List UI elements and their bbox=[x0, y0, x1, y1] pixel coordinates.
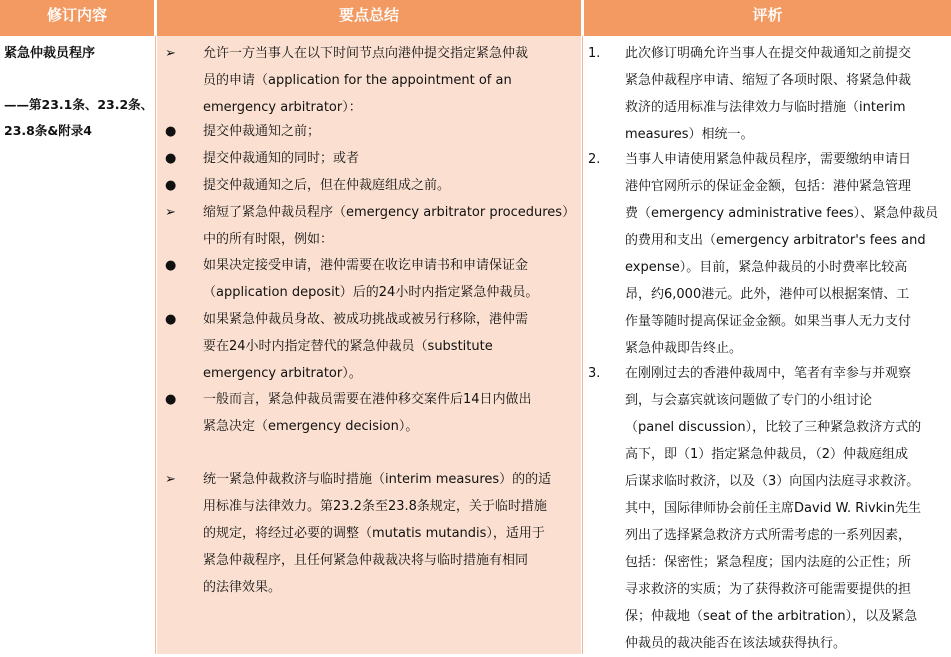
arrow-bullet-icon: ➢ bbox=[165, 472, 176, 487]
header-summary: 要点总结 bbox=[157, 0, 581, 36]
column-divider bbox=[582, 36, 583, 654]
bullet-icon: ● bbox=[165, 124, 177, 139]
text-line: 一般而言，紧急仲裁员需要在港仲移交案件后14日内做出 bbox=[203, 392, 532, 407]
text-line: measures）相统一。 bbox=[625, 127, 754, 142]
revision-title: 紧急仲裁员程序 bbox=[4, 46, 96, 61]
item-text bbox=[203, 386, 577, 440]
text-line: 中的所有时限，例如： bbox=[203, 232, 334, 247]
bullet-icon: ● bbox=[165, 151, 177, 166]
text-line: 的法律效果。 bbox=[203, 580, 282, 595]
text-line: 的费用和支出（emergency arbitrator's fees and bbox=[625, 233, 926, 248]
text-line: 高下，即（1）指定紧急仲裁员，（2）仲裁庭组成 bbox=[625, 447, 909, 462]
text-line: 如果决定接受申请，港仲需要在收讫申请书和申请保证金 bbox=[203, 258, 529, 273]
text-line: emergency arbitrator）。 bbox=[203, 366, 362, 381]
bullet-icon: ● bbox=[165, 312, 177, 327]
text-line: 用标准与法律效力。第23.2条至23.8条规定，关于临时措施 bbox=[203, 499, 547, 514]
item-text bbox=[203, 252, 577, 306]
text-line: 港仲官网所示的保证金金额，包括：港仲紧急管理 bbox=[625, 179, 912, 194]
text-line: 列出了选择紧急救济方式所需考虑的一系列因素， bbox=[625, 528, 912, 543]
item-text bbox=[203, 172, 577, 199]
text-line: 寻求救济的实质；为了获得救济可能需要提供的担 bbox=[625, 582, 912, 597]
text-line: 如果紧急仲裁员身故、被成功挑战或被另行移除，港仲需 bbox=[203, 312, 529, 327]
text-line: emergency arbitrator）： bbox=[203, 100, 362, 115]
bullet-icon: ● bbox=[165, 178, 177, 193]
text-line: 提交仲裁通知之前； bbox=[203, 124, 321, 139]
text-line: 员的申请（application for the appointment of an bbox=[203, 73, 512, 88]
revision-cell bbox=[0, 36, 154, 654]
text-line: 紧急仲裁程序申请、缩短了各项时限、将紧急仲裁 bbox=[625, 73, 912, 88]
text-line: 统一紧急仲裁救济与临时措施（interim measures）的的适 bbox=[203, 472, 552, 487]
arrow-bullet-icon: ➢ bbox=[165, 46, 176, 61]
text-line: 允许一方当事人在以下时间节点向港仲提交指定紧急仲裁 bbox=[203, 46, 529, 61]
column-divider bbox=[155, 36, 156, 654]
text-line: 包括：保密性；紧急程度；国内法庭的公正性；所 bbox=[625, 555, 912, 570]
text-line: expense）。目前，紧急仲裁员的小时费率比较高 bbox=[625, 260, 908, 275]
text-line: 提交仲裁通知的同时；或者 bbox=[203, 151, 360, 166]
item-text bbox=[625, 40, 950, 148]
revision-refs bbox=[4, 92, 154, 144]
text-line: 紧急仲裁程序，且任何紧急仲裁裁决将与临时措施有相同 bbox=[203, 553, 529, 568]
header-revision: 修订内容 bbox=[0, 0, 154, 36]
text-line: 在刚刚过去的香港仲裁周中，笔者有幸参与并观察 bbox=[625, 366, 912, 381]
text-line: 救济的适用标准与法律效力与临时措施（interim bbox=[625, 100, 906, 115]
header-commentary: 评析 bbox=[584, 0, 951, 36]
bullet-icon: ● bbox=[165, 392, 177, 407]
text-line: （panel discussion），比较了三种紧急救济方式的 bbox=[625, 420, 922, 435]
arrow-bullet-icon: ➢ bbox=[165, 205, 176, 220]
bullet-icon: ● bbox=[165, 258, 177, 273]
text-line: 保；仲裁地（seat of the arbitration），以及紧急 bbox=[625, 609, 918, 624]
item-text bbox=[203, 466, 577, 601]
text-line: 其中，国际律师协会前任主席David W. Rivkin先生 bbox=[625, 501, 922, 516]
item-text bbox=[203, 40, 577, 121]
text-line: 当事人申请使用紧急仲裁员程序，需要缴纳申请日 bbox=[625, 152, 912, 167]
item-text bbox=[203, 145, 577, 172]
item-text bbox=[625, 360, 950, 657]
item-text bbox=[203, 199, 577, 253]
list-number: 2. bbox=[588, 152, 601, 167]
text-line: 的规定，将经过必要的调整（mutatis mutandis），适用于 bbox=[203, 526, 545, 541]
list-number: 1. bbox=[588, 46, 601, 61]
text-line: 紧急决定（emergency decision）。 bbox=[203, 419, 419, 434]
text-line: 此次修订明确允许当事人在提交仲裁通知之前提交 bbox=[625, 46, 912, 61]
item-text bbox=[203, 118, 577, 145]
text-line: 要在24小时内指定替代的紧急仲裁员（substitute bbox=[203, 339, 493, 354]
text-line: 作量等随时提高保证金金额。如果当事人无力支付 bbox=[625, 314, 912, 329]
text-line: （application deposit）后的24小时内指定紧急仲裁员。 bbox=[203, 285, 539, 300]
text-line: 紧急仲裁即告终止。 bbox=[625, 341, 743, 356]
text-line: 后谋求临时救济，以及（3）向国内法庭寻求救济。 bbox=[625, 474, 920, 489]
list-number: 3. bbox=[588, 366, 601, 381]
text-line: 提交仲裁通知之后，但在仲裁庭组成之前。 bbox=[203, 178, 451, 193]
item-text bbox=[625, 146, 950, 362]
item-text bbox=[203, 306, 577, 387]
summary-cell bbox=[157, 36, 581, 654]
text-line: 仲裁员的裁决能否在该法域获得执行。 bbox=[625, 636, 847, 651]
text-line: 到，与会嘉宾就该问题做了专门的小组讨论 bbox=[625, 393, 873, 408]
text-line: 缩短了紧急仲裁员程序（emergency arbitrator procedures） bbox=[203, 205, 576, 220]
revision-ref-line: 23.8条&附录4 bbox=[4, 123, 92, 138]
revision-ref-line: ——第23.1条、23.2条、 bbox=[4, 97, 154, 112]
text-line: 费（emergency administrative fees）、紧急仲裁员 bbox=[625, 206, 939, 221]
commentary-cell bbox=[584, 36, 951, 654]
text-line: 昂，约6,000港元。此外，港仲可以根据案情、工 bbox=[625, 287, 910, 302]
